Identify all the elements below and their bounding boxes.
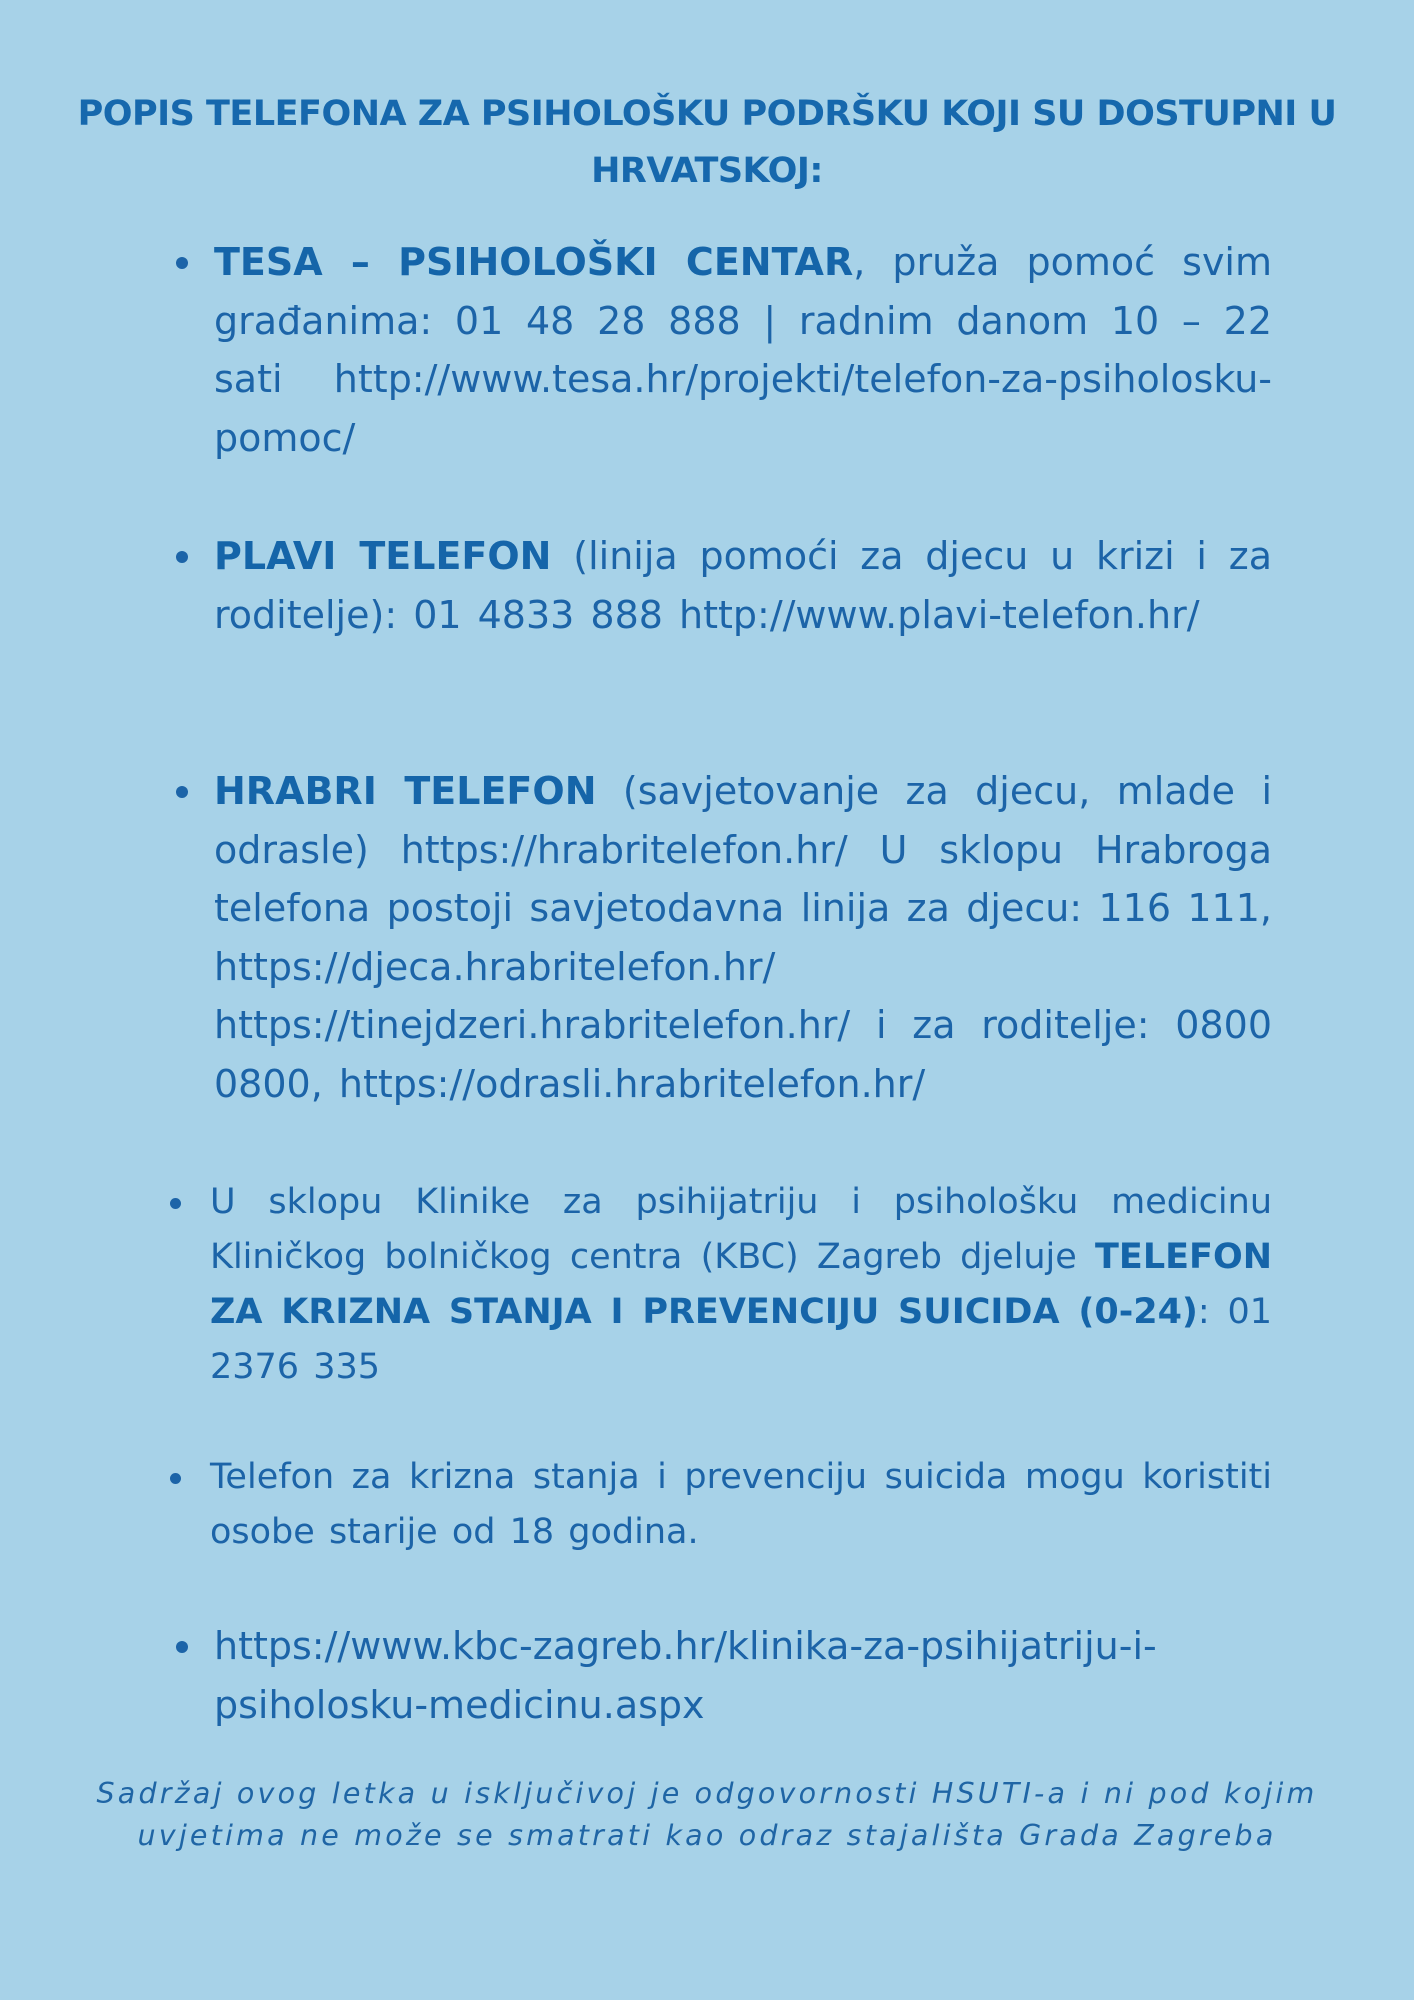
page-title: POPIS TELEFONA ZA PSIHOLOŠKU PODRŠKU KOJI SU DOSTUPNI U HRVATSKOJ: <box>77 94 1337 191</box>
item-text: , pruža pomoć svim građanima: 01 48 28 888 | radnim danom 10 – 22 sati http://www.tesa.hr/projekti/telefon-za-psiholosku-pomoc/ <box>214 240 1273 460</box>
item-text: Telefon za krizna stanja i prevenciju suicida mogu koristiti osobe starije od 18 godina. <box>210 1457 1272 1552</box>
bullet-icon <box>170 1198 181 1209</box>
list-item-kbc-crisis-line <box>210 1175 1272 1395</box>
kbc-link[interactable]: https://www.kbc-zagreb.hr/klinika-za-psihijatriju-i-psiholosku-medicinu.aspx <box>214 1624 1157 1727</box>
bullet-icon <box>170 1473 181 1484</box>
list-item-tesa <box>214 233 1272 467</box>
list-item-kbc-link <box>214 1617 1272 1734</box>
disclaimer-footer: Sadržaj ovog letka u isključivoj je odgovornosti HSUTI-a i ni pod kojim uvjetima ne može se smatrati kao odraz stajališta Grada Zagreba <box>96 1777 1318 1852</box>
item-text: : 01 2376 335 <box>210 1292 1272 1387</box>
bullet-icon <box>176 786 188 798</box>
item-heading: HRABRI TELEFON <box>214 769 597 813</box>
item-heading: PLAVI TELEFON <box>214 534 552 578</box>
bullet-icon <box>176 257 188 269</box>
list-item-plavi-telefon <box>214 527 1272 644</box>
item-heading: TELEFON ZA KRIZNA STANJA I PREVENCIJU SUICIDA (0-24) <box>210 1237 1272 1332</box>
list-item-age-note <box>210 1450 1272 1560</box>
item-text: (savjetovanje za djecu, mlade i odrasle) https://hrabritelefon.hr/ U sklopu Hrabroga telefona postoji savjetodavna linija za djecu: 116 111, https://djeca.hrabritelefon.hr/ https://tinejdzeri.hrabritelefon.hr/ i za roditelje: 0800 0800, https://odrasli.hrabritelefon.hr/ <box>214 769 1272 1106</box>
item-text: (linija pomoći za djecu u krizi i za roditelje): 01 4833 888 http://www.plavi-telefon.hr/ <box>214 534 1272 637</box>
bullet-icon <box>176 551 188 563</box>
item-heading: TESA – PSIHOLOŠKI CENTAR <box>214 240 854 284</box>
bullet-icon <box>176 1641 188 1653</box>
list-item-hrabri-telefon <box>214 762 1272 1113</box>
item-prefix: U sklopu Klinike za psihijatriju i psihološku medicinu Kliničkog bolničkog centra (KBC) Zagreb djeluje <box>210 1182 1272 1277</box>
